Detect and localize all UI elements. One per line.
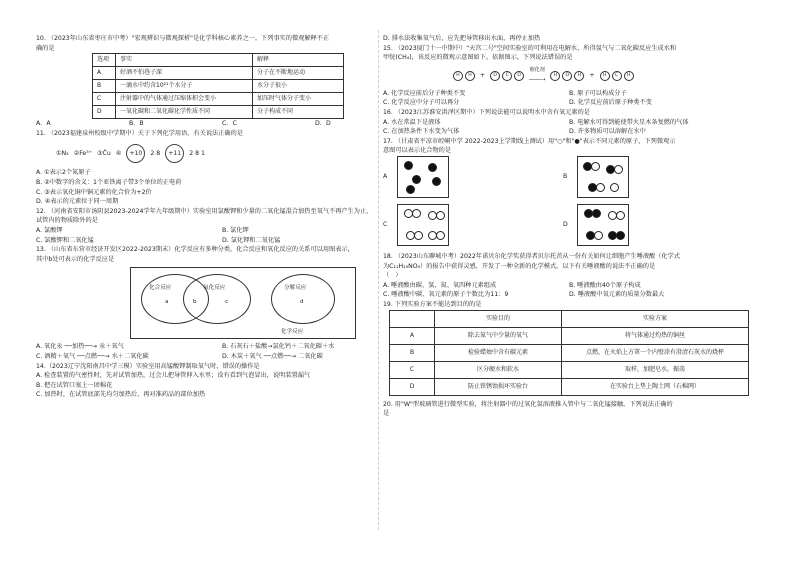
table-cell: 将气体通过灼热的铜丝 (562, 327, 749, 344)
q18-stem-cont: 为C₁₁H₁₉NO₉）的报告中获得灵感，开发了一种全新的化学模式。以下有关唾液酸的说法不正确的是 (383, 262, 656, 270)
option-d[interactable]: D. 化学反应前后原子种类不变 (569, 99, 652, 107)
option-b[interactable]: B. 把在试管口塞上一团棉花 (36, 381, 113, 389)
box-label: A (383, 173, 388, 181)
table-cell: A (93, 67, 116, 80)
table-cell: D (93, 106, 116, 119)
h-atom-icon: H (550, 71, 560, 81)
table-cell: B (93, 80, 116, 93)
option-c[interactable]: C．C (222, 120, 237, 128)
table-cell: 解释 (253, 54, 344, 67)
option-b[interactable]: B. 石灰石＋盐酸→氯化钙＋二氧化碳＋水 (222, 343, 335, 351)
option-c[interactable]: C. ③表示氧化铜中铜元素的化合价为+2价 (36, 188, 152, 196)
q15-options (383, 98, 755, 108)
option-a[interactable]: A. ①表示2个氮原子 (36, 169, 91, 177)
option-b[interactable]: B．B (129, 120, 144, 128)
box-label: B (563, 173, 568, 181)
symbol-fe: ②Fe³⁺ (73, 149, 92, 157)
q12-options (36, 226, 408, 236)
q18-options (383, 290, 755, 300)
option-b[interactable]: B. ②中数字的含义：1个亚铁离子带3个单位的正电荷 (36, 178, 182, 186)
q15-options (383, 89, 755, 99)
h-atom-icon: H (600, 71, 610, 81)
table-cell: 分子构成不同 (253, 106, 344, 119)
table-cell: 水分子很小 (253, 80, 344, 93)
table-cell: 选项 (93, 54, 116, 67)
option-c[interactable]: C. 氯酸钾和二氧化锰 (36, 236, 94, 244)
q17-stem-cont: 意图可以表示化合物的是 (383, 147, 452, 155)
option-d[interactable]: D. ④表示的元素位于同一周期 (36, 198, 119, 206)
option-b[interactable] (563, 156, 743, 198)
h-atom-icon: H (574, 71, 584, 81)
black-atom-icon (412, 175, 421, 184)
right-column (383, 34, 755, 419)
table-row (93, 93, 344, 106)
q15-stem-cont: 甲烷(CH₄)，该反应的微观示意图如下。依据图示，下列说法错误的是 (383, 54, 573, 62)
option-a[interactable]: A. 检查装置的气密性时，先对试管加热，过会儿把导管伸入水里；没有看到气泡冒出，说明装置漏气 (36, 372, 311, 380)
venn-label-right: 分解反应 (284, 285, 307, 292)
table-row (390, 327, 749, 344)
option-d[interactable]: D．D (315, 120, 331, 128)
white-atom-icon (614, 165, 623, 174)
table-row (93, 54, 344, 67)
label-4: ④ (115, 149, 122, 157)
q13-stem: 13. （山东省东营市经济开发区2022-2023期末）化学反应有多种分类，化合反应和氧化反应的关系可以用图表示， (36, 246, 354, 254)
table-row (93, 106, 344, 119)
venn-label-bottom: 化学反应 (281, 329, 304, 336)
table-cell: 注射器中的气体通过压缩体积会变小 (116, 93, 253, 106)
option-d[interactable]: D. 氯化钾和二氧化锰 (222, 236, 281, 244)
table-cell: 检验蜡烛中含有碳元素 (435, 344, 562, 361)
q16-stem: 16. （2023江苏淮安洪泽区期中）下列说法能可以说明水中含有氧元素的是 (383, 108, 590, 116)
q15-stem: 15. （2023厦门十一中期中）"天宫二号"空间实验室的可利用在电解水，所得氢气与二氧化碳反应生成水和 (383, 44, 677, 52)
table-cell: 一滴水中约含10²¹个水分子 (116, 80, 253, 93)
table-row (93, 80, 344, 93)
black-atom-icon (404, 161, 413, 170)
white-atom-icon (412, 209, 421, 218)
q13-options (36, 342, 408, 352)
particle-box-d (577, 204, 629, 246)
option-d[interactable]: D. 唾液酸中氧元素的质量分数最大 (569, 291, 665, 299)
option-a[interactable]: A. 化学反应前后分子种类不变 (383, 89, 466, 97)
q16-options (383, 118, 755, 128)
option-c[interactable] (383, 204, 563, 246)
table-cell: C (93, 93, 116, 106)
q10-stem-cont: 确的是 (36, 44, 55, 52)
venn-label-mid: 氧化反应 (203, 285, 226, 292)
table-cell: 防止铁锈蚀损坏实验台 (435, 378, 562, 395)
particle-box-c (397, 204, 449, 246)
left-column (36, 34, 408, 400)
o-atom-icon: O (514, 71, 524, 81)
table-cell: 一氧化碳和二氧化碳化学性质不同 (116, 106, 253, 119)
venn-b: b (193, 299, 197, 306)
option-a[interactable]: A. 氧化汞 ──加热──→ 汞＋氧气 (36, 343, 124, 351)
q13-stem-cont: 其中b处可表示的化学反应是 (36, 255, 115, 263)
option-b[interactable]: B. 唾液酸由40个原子构成 (569, 281, 641, 289)
q12-options (36, 236, 408, 246)
atom-diagram-icon (126, 144, 145, 163)
white-atom-icon (591, 162, 600, 171)
q12-stem: 12. （河南省安阳市汤阴县2023-2024学年九年级期中）实验室用氯酸钾和少量的二氧化锰混合加热至氧气不再产生为止， (36, 207, 373, 215)
table-cell: 区分硬水和软水 (435, 361, 562, 378)
table-cell: A (390, 327, 435, 344)
h-atom-icon: H (465, 71, 475, 81)
venn-c: c (225, 299, 229, 306)
option-c[interactable]: C. 唾液酸中碳、氧元素的原子个数比为11：9 (383, 291, 509, 299)
table-row (390, 378, 749, 395)
black-atom-icon (406, 185, 415, 194)
table-cell: 取样，加肥皂水，振荡 (562, 361, 749, 378)
box-label: C (383, 221, 388, 229)
q20-stem-cont: 是 (383, 410, 390, 418)
nucleus-label: +11 (168, 149, 182, 157)
atom-diagram-icon (165, 144, 184, 163)
table-row (390, 310, 749, 327)
o-atom-icon: O (490, 71, 500, 81)
option-a[interactable]: A. 唾液酸由碳、氢、氮、氧四种元素组成 (383, 281, 497, 289)
venn-diagram (130, 267, 356, 339)
table-cell: C (390, 361, 435, 378)
table-cell: 实验方案 (562, 310, 749, 327)
option-c[interactable]: C. 加热时，在试管底部先均匀加热后，再对准药品的部位加热 (36, 391, 206, 399)
white-atom-icon (594, 231, 603, 240)
black-atom-icon (616, 231, 625, 240)
option-c[interactable]: C. 酒精＋氧气 ──点燃──→ 水＋二氧化碳 (36, 352, 149, 360)
black-atom-icon (428, 163, 437, 172)
table-cell: B (390, 344, 435, 361)
option-a[interactable] (383, 156, 563, 198)
option-c[interactable]: C. 化学反应中分子可以再分 (383, 99, 460, 107)
white-atom-icon (616, 211, 625, 220)
q18-stem: 18. （2023山东聊城中考）2022年诺贝尔化学奖获得者贝尔托茨从一份有关如何让细胞产生唾液酸（化学式 (383, 252, 680, 260)
symbol-n2: ①N₂ (56, 149, 69, 157)
c-atom-icon: C (502, 71, 512, 81)
table-cell: 实验目的 (435, 310, 562, 327)
q19-table (389, 310, 749, 396)
answer-blank: （ ） (383, 272, 402, 280)
h-atom-icon: H (453, 71, 463, 81)
table-cell: 点燃，在火焰上方罩一个内壁涂有澄清石灰水的烧杯 (562, 344, 749, 361)
option-b[interactable]: B. 原子可以构成分子 (569, 89, 627, 97)
box-label: D (563, 221, 568, 229)
c-atom-icon: C (612, 71, 622, 81)
option-b[interactable]: B. 电解水可得到能使带火星木条复燃的气体 (569, 118, 689, 126)
white-atom-icon (596, 183, 605, 192)
white-atom-icon (414, 231, 423, 240)
venn-label-left: 化合反应 (149, 285, 172, 292)
q10-table (92, 53, 344, 119)
q12-stem-cont: 试管内的物质除外的是 (36, 217, 98, 225)
option-a[interactable]: A．A (36, 120, 51, 128)
particle-box-a (397, 156, 449, 198)
table-row (390, 344, 749, 361)
reaction-arrow: 催化剂 ────→ (529, 67, 546, 83)
option-c[interactable]: C. 在加热条件下水变为气体 (383, 128, 460, 136)
q10-options (36, 119, 408, 129)
table-row (93, 67, 344, 80)
o-atom-icon: O (562, 71, 572, 81)
option-a[interactable]: A. 氯酸钾 (36, 226, 63, 234)
white-atom-icon (436, 211, 445, 220)
table-cell: 除去氮气中少量的氧气 (435, 327, 562, 344)
reaction-diagram: H H + O C O 催化剂 ────→ H O H + H C H (453, 63, 755, 89)
white-atom-icon (436, 231, 445, 240)
particle-box-b (577, 156, 629, 198)
symbol-cu: ③C̊u (96, 149, 111, 157)
q20-stem: 20. 用"W"型玻璃管进行微型实验，将注射器中的过氧化氢溶液推入管中与二氧化锰接触。下列说法正确的 (383, 400, 673, 408)
white-atom-icon (610, 183, 619, 192)
q14-stem: 14.（2023辽宁沈阳南昌中学三模）实验室用高锰酸钾制取氧气时，错误的操作是 (36, 362, 260, 370)
table-cell: 事实 (116, 54, 253, 67)
venn-a: a (165, 299, 169, 306)
q14-option-d[interactable]: D. 排水法收集氧气后，应先把导管移出水面，再停止加热 (383, 35, 541, 42)
table-cell: 好酒不怕巷子深 (116, 67, 253, 80)
table-cell: 加压时气体分子变小 (253, 93, 344, 106)
h-atom-icon: H (624, 71, 634, 81)
option-b[interactable]: B. 氯化钾 (222, 226, 249, 234)
q16-options (383, 127, 755, 137)
option-d[interactable]: D. 许多物质可以溶解在水中 (569, 128, 646, 136)
shell-label: 2 8 (150, 149, 161, 157)
table-cell: 在实验台上垫上陶土网（石棉网） (562, 378, 749, 395)
q18-options (383, 281, 755, 291)
black-atom-icon (592, 209, 601, 218)
black-atom-icon (432, 177, 441, 186)
q17-diagrams (383, 156, 753, 252)
q10-stem: 10. （2023年山东省枣庄市中考）"宏观辨识与微观探析"是化学科核心素养之一。下列事实的微观解释不正 (36, 35, 330, 42)
option-d[interactable]: D. 木炭＋氧气 ──点燃──→ 二氧化碳 (222, 352, 323, 360)
q17-stem: 17. （甘肃省平凉市崆峒中学 2022-2023上学期线上测试）用"○"和"●"表示不同元素的原子，下列微观示 (383, 137, 676, 145)
option-a[interactable]: A. 水在常温下是液体 (383, 118, 441, 126)
q19-stem: 19. 下列实验方案不能达到目的的是 (383, 300, 482, 308)
nucleus-label: +10 (129, 149, 143, 157)
venn-d: d (300, 299, 304, 306)
option-d[interactable] (563, 204, 743, 246)
shell-label: 2 8 1 (189, 149, 205, 157)
q11-stem: 11. （2023福建泉州校级中学期中）关于下列化学用语，有关说法正确的是 (36, 129, 243, 137)
table-cell (390, 310, 435, 327)
table-cell: 分子在不断地运动 (253, 67, 344, 80)
catalyst-label: 催化剂 (529, 67, 545, 74)
q13-options (36, 352, 408, 362)
q11-symbols (56, 138, 408, 168)
table-row (390, 361, 749, 378)
table-cell: D (390, 378, 435, 395)
